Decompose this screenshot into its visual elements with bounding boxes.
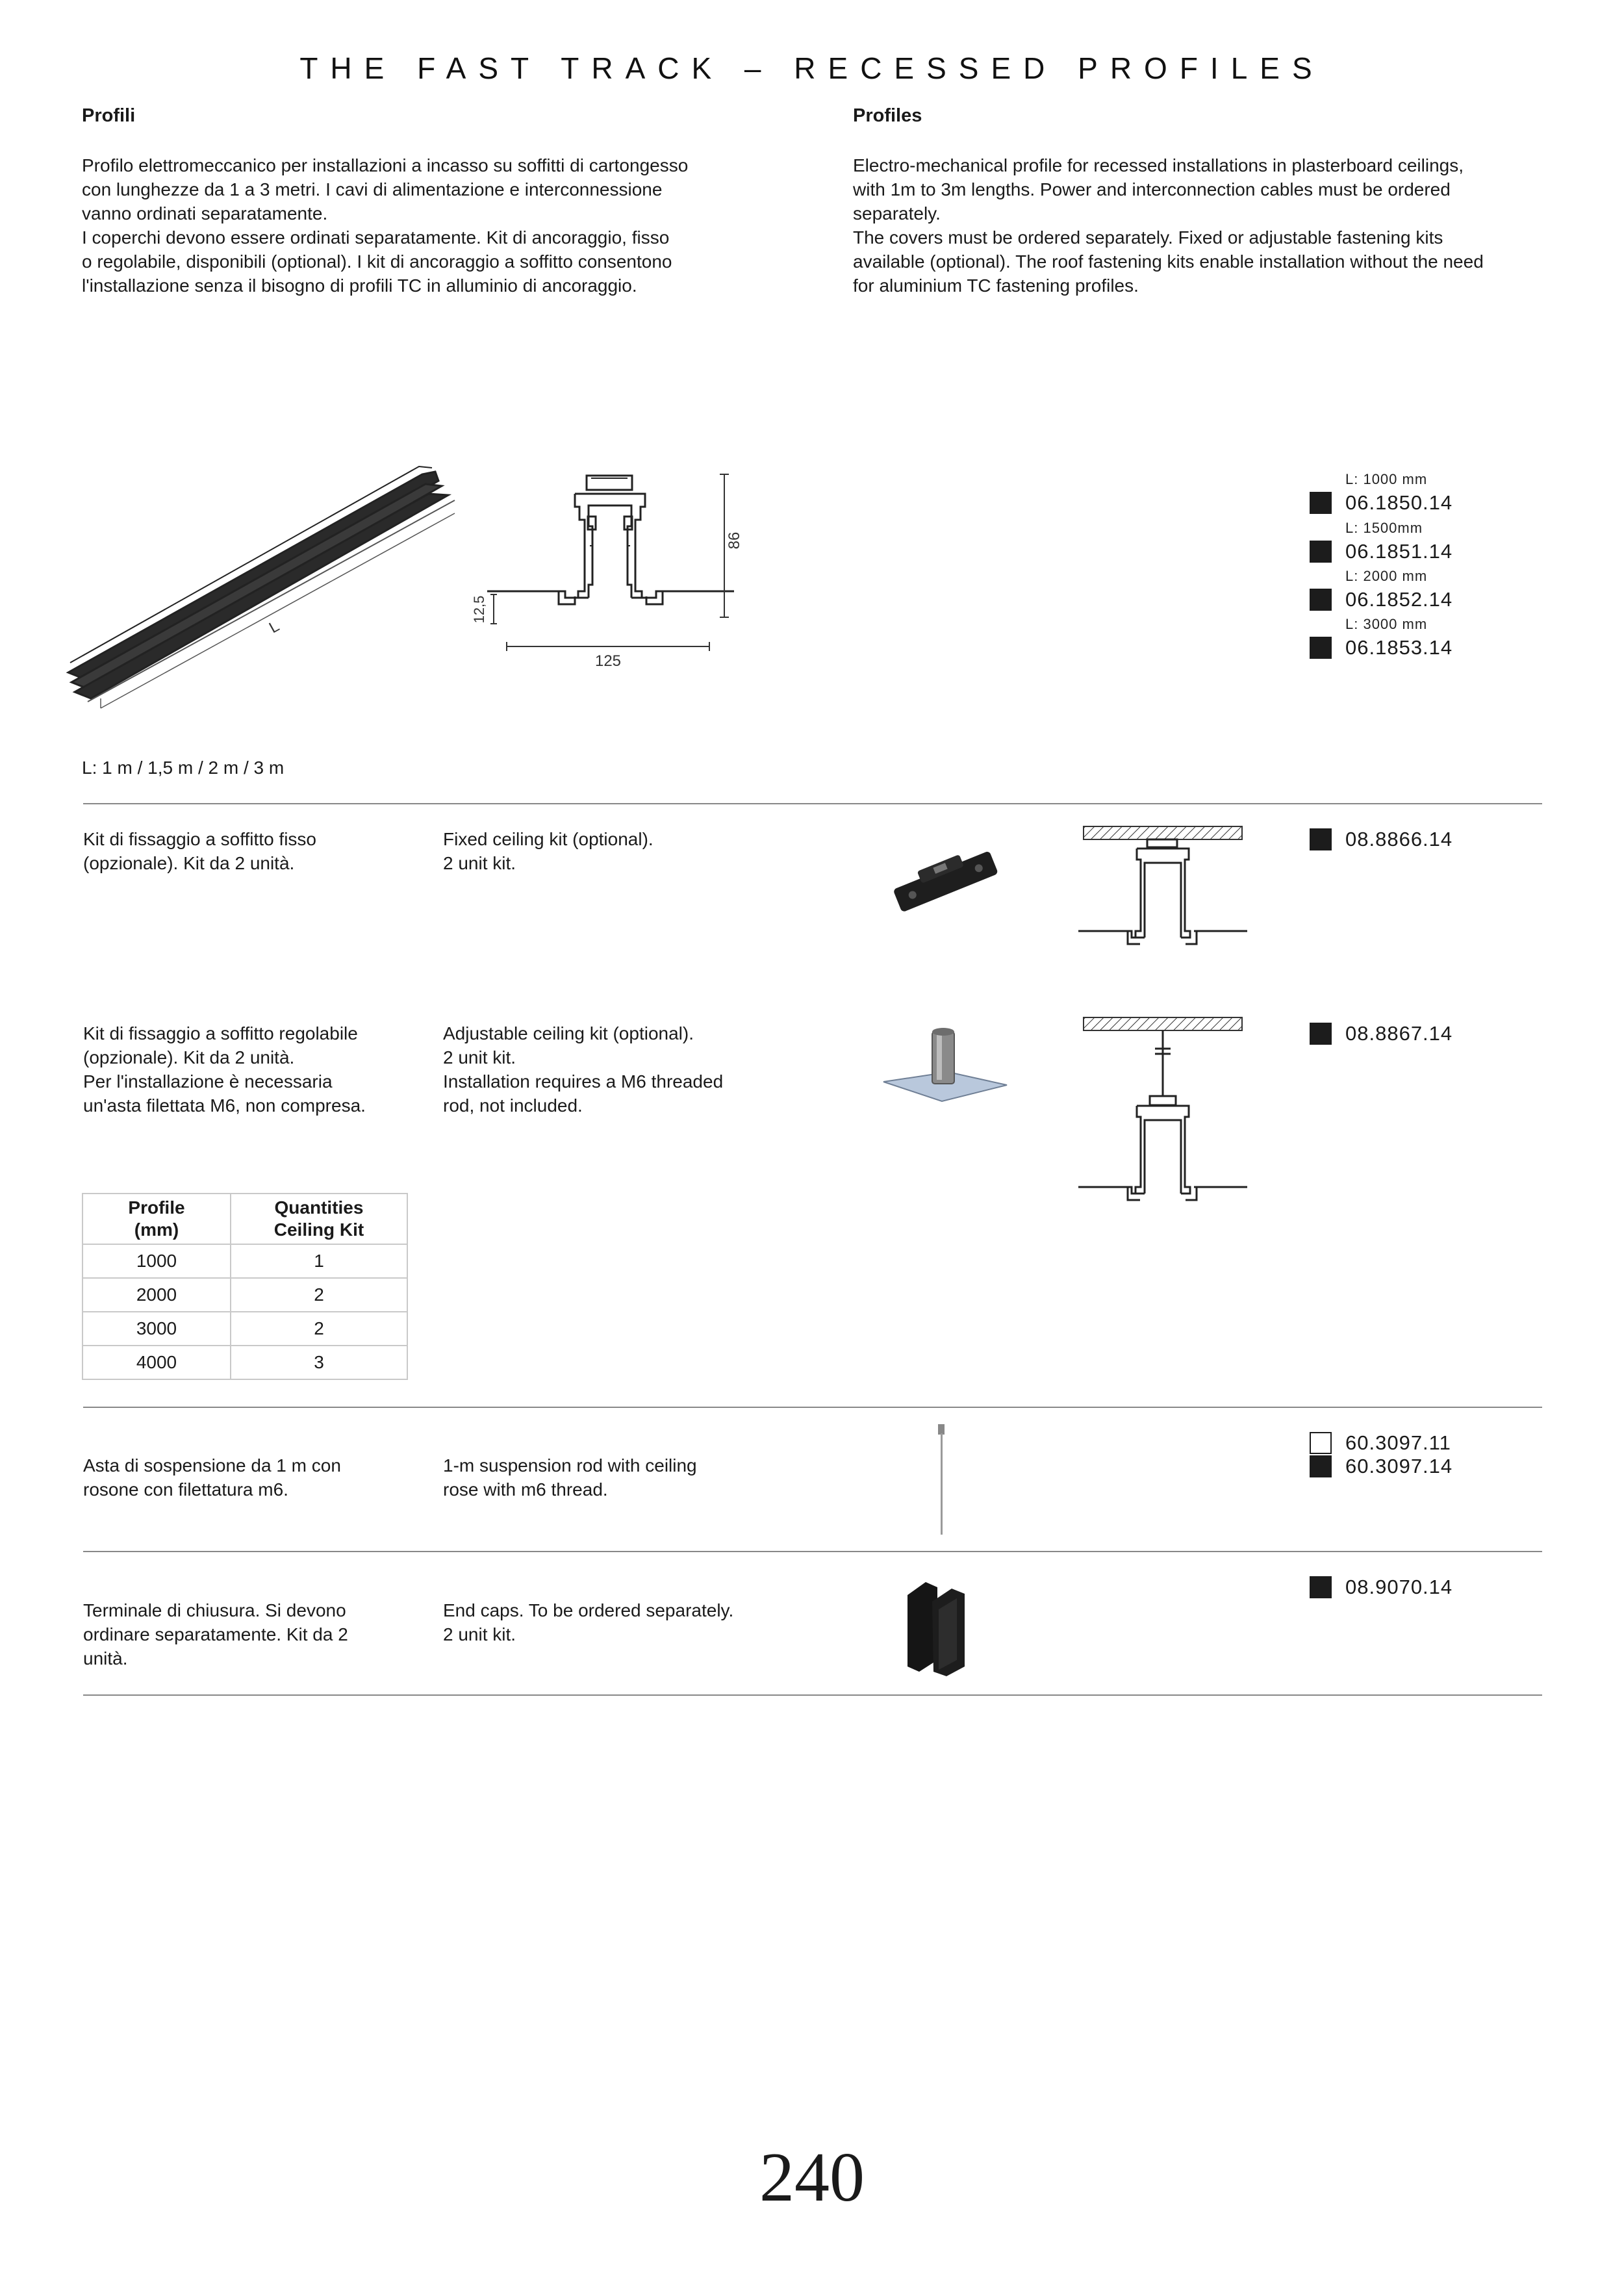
end-caps-it-text — [83, 1598, 348, 1670]
section-divider — [83, 1694, 1542, 1696]
text-line: End caps. To be ordered separately. — [443, 1600, 734, 1620]
text-line: I coperchi devono essere ordinati separatamente. Kit di ancoraggio, fisso — [82, 227, 670, 248]
fixed-kit-it-text — [83, 827, 316, 875]
header-line: Profile — [128, 1197, 185, 1218]
fixed-kit-photo — [883, 838, 1007, 923]
text-line: 1-m suspension rod with ceiling — [443, 1455, 697, 1476]
black-finish-swatch — [1310, 637, 1332, 659]
table-cell: 3000 — [82, 1312, 231, 1346]
dim-flange-label: 12,5 — [471, 595, 487, 624]
page-number: 240 — [759, 2139, 865, 2216]
adjustable-kit-it-text — [83, 1021, 366, 1118]
text-line: Kit di fissaggio a soffitto fisso — [83, 829, 316, 849]
table-header — [82, 1194, 231, 1244]
text-line: Terminale di chiusura. Si devono — [83, 1600, 346, 1620]
text-line: ordinare separatamente. Kit da 2 — [83, 1624, 348, 1644]
suspension-rod-code-black: 60.3097.14 — [1345, 1455, 1453, 1477]
quantity-table — [82, 1193, 408, 1380]
text-line: 2 unit kit. — [443, 1624, 516, 1644]
it-description — [82, 153, 688, 298]
variant-code: 06.1851.14 — [1345, 540, 1453, 563]
text-line: Asta di sospensione da 1 m con — [83, 1455, 341, 1476]
en-heading: Profiles — [853, 105, 922, 126]
adjustable-kit-photo — [877, 1020, 1013, 1118]
lengths-caption: L: 1 m / 1,5 m / 2 m / 3 m — [82, 758, 285, 778]
variant-code: 06.1852.14 — [1345, 588, 1453, 611]
end-caps-photo — [900, 1569, 984, 1676]
section-divider — [83, 1551, 1542, 1552]
text-line: o regolabile, disponibili (optional). I kit di ancoraggio a soffitto consentono — [82, 251, 672, 272]
black-finish-swatch — [1310, 828, 1332, 850]
en-description — [853, 153, 1484, 298]
text-line: con lunghezze da 1 a 3 metri. I cavi di alimentazione e interconnessione — [82, 179, 663, 199]
text-line: for aluminium TC fastening profiles. — [853, 275, 1139, 296]
black-finish-swatch — [1310, 589, 1332, 611]
text-line: rod, not included. — [443, 1095, 583, 1116]
adjustable-kit-code: 08.8867.14 — [1345, 1022, 1453, 1045]
table-cell: 2000 — [82, 1278, 231, 1312]
table-row — [82, 1312, 407, 1346]
table-cell: 2 — [231, 1278, 407, 1312]
it-heading: Profili — [82, 105, 136, 126]
length-label: L — [266, 617, 283, 637]
black-finish-swatch — [1310, 1455, 1332, 1477]
section-divider — [83, 803, 1542, 804]
text-line: The covers must be ordered separately. Fixed or adjustable fastening kits — [853, 227, 1443, 248]
dim-height-label: 86 — [726, 531, 743, 550]
fixed-kit-code: 08.8866.14 — [1345, 828, 1453, 850]
text-line: Adjustable ceiling kit (optional). — [443, 1023, 694, 1043]
section-divider — [83, 1407, 1542, 1408]
variant-code: 06.1853.14 — [1345, 636, 1453, 659]
text-line: available (optional). The roof fastening kits enable installation without the need — [853, 251, 1484, 272]
table-cell: 1 — [231, 1244, 407, 1278]
text-line: (opzionale). Kit da 2 unità. — [83, 853, 295, 873]
variant-length: L: 1000 mm — [1345, 471, 1428, 487]
table-cell: 4000 — [82, 1346, 231, 1379]
table-cell: 3 — [231, 1346, 407, 1379]
header-line: (mm) — [134, 1220, 179, 1240]
dim-width-label: 125 — [594, 652, 622, 670]
suspension-rod-code-white: 60.3097.11 — [1345, 1431, 1451, 1454]
black-finish-swatch — [1310, 1023, 1332, 1045]
text-line: Per l'installazione è necessaria — [83, 1071, 333, 1092]
suspension-rod-en-text — [443, 1453, 697, 1501]
text-line: 2 unit kit. — [443, 853, 516, 873]
black-finish-swatch — [1310, 541, 1332, 563]
text-line: (opzionale). Kit da 2 unità. — [83, 1047, 295, 1067]
text-line: Kit di fissaggio a soffitto regolabile — [83, 1023, 358, 1043]
text-line: unità. — [83, 1648, 128, 1668]
text-line: un'asta filettata M6, non compresa. — [83, 1095, 366, 1116]
table-cell: 2 — [231, 1312, 407, 1346]
suspension-rod-it-text — [83, 1453, 341, 1501]
text-line: vanno ordinati separatamente. — [82, 203, 328, 224]
profile-cross-section — [468, 468, 741, 676]
text-line: with 1m to 3m lengths. Power and interconnection cables must be ordered — [853, 179, 1451, 199]
header-line: Ceiling Kit — [273, 1220, 364, 1240]
suspension-rod-photo — [929, 1423, 955, 1540]
text-line: separately. — [853, 203, 941, 224]
variant-length: L: 1500mm — [1345, 520, 1423, 536]
adjustable-kit-en-text — [443, 1021, 723, 1118]
text-line: 2 unit kit. — [443, 1047, 516, 1067]
text-line: Profilo elettromeccanico per installazioni a incasso su soffitti di cartongesso — [82, 155, 689, 175]
variant-code: 06.1850.14 — [1345, 491, 1453, 514]
black-finish-swatch — [1310, 492, 1332, 514]
profile-perspective-drawing — [58, 455, 474, 715]
end-caps-code: 08.9070.14 — [1345, 1576, 1453, 1598]
text-line: l'installazione senza il bisogno di profili TC in alluminio di ancoraggio. — [82, 275, 637, 296]
fixed-kit-section-drawing — [1078, 824, 1247, 954]
variant-length: L: 3000 mm — [1345, 616, 1428, 632]
end-caps-en-text — [443, 1598, 733, 1646]
table-header-row — [82, 1194, 407, 1244]
adjustable-kit-section-drawing — [1078, 1015, 1247, 1210]
header-line: Quantities — [274, 1197, 364, 1218]
variant-length: L: 2000 mm — [1345, 568, 1428, 584]
text-line: Electro-mechanical profile for recessed installations in plasterboard ceilings, — [853, 155, 1464, 175]
white-finish-swatch — [1310, 1432, 1332, 1454]
table-row — [82, 1346, 407, 1379]
page-title: THE FAST TRACK – RECESSED PROFILES — [299, 51, 1325, 85]
text-line: rosone con filettatura m6. — [83, 1479, 288, 1500]
table-header — [231, 1194, 407, 1244]
text-line: Installation requires a M6 threaded — [443, 1071, 724, 1092]
table-cell: 1000 — [82, 1244, 231, 1278]
text-line: rose with m6 thread. — [443, 1479, 608, 1500]
table-row — [82, 1278, 407, 1312]
fixed-kit-en-text — [443, 827, 653, 875]
table-row — [82, 1244, 407, 1278]
text-line: Fixed ceiling kit (optional). — [443, 829, 653, 849]
black-finish-swatch — [1310, 1576, 1332, 1598]
